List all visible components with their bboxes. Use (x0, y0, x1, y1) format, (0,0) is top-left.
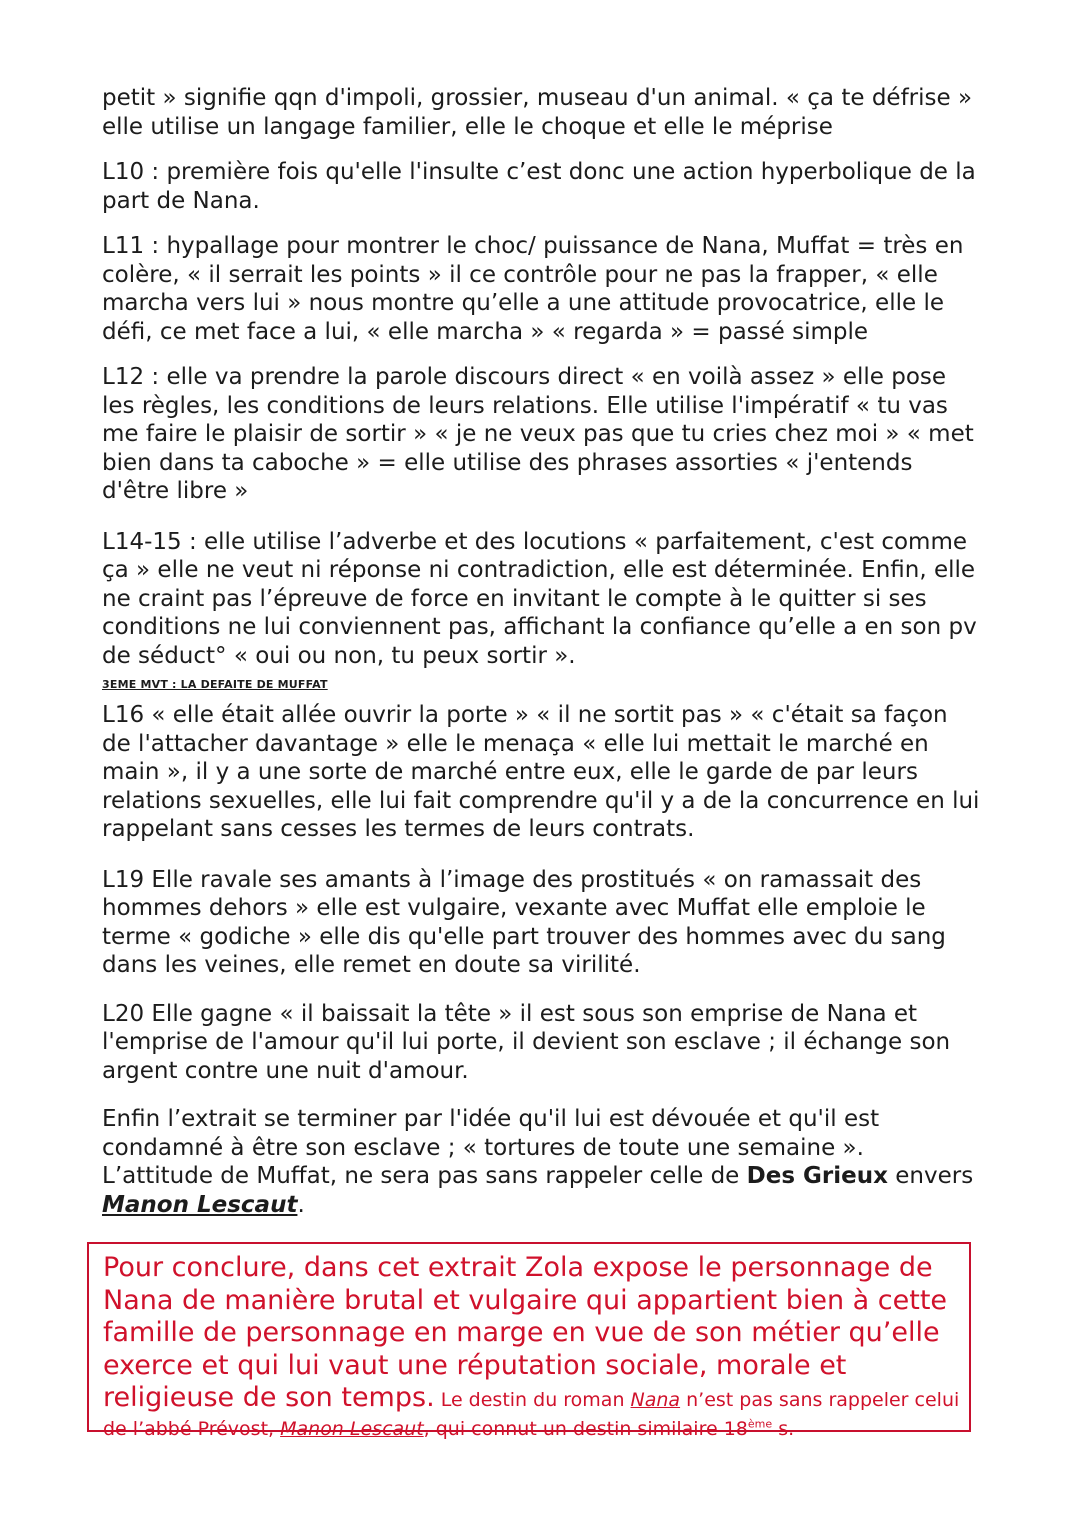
paragraph-l19: L19 Elle ravale ses amants à l’image des prostitués « on ramassait des hommes dehors » elle est vulgaire, vexante avec Muffat elle emploie le terme « godiche » elle dis qu'elle part trouver des hommes avec du sang dans les veines, elle remet en doute sa virilité. (102, 866, 946, 978)
paragraph-l20: L20 Elle gagne « il baissait la tête » il est sous son emprise de Nana et l'emprise de l'amour qu'il lui porte, il devient son esclave ; il échange son argent contre une nuit d'amour. (102, 1000, 951, 1084)
title-nana: Nana (630, 1389, 681, 1411)
superscript: ème (747, 1417, 773, 1431)
paragraph-l12: L12 : elle va prendre la parole discours direct « en voilà assez » elle pose les règles, les conditions de leurs relations. Elle utilise l'impératif « tu vas me faire le plaisir de sortir » « je ne veux pas que tu cries chez moi » « met bien dans ta caboche » = elle utilise des phrases assorties « j'entends d'être libre » (102, 364, 974, 504)
paragraph-l14-15: L14-15 : elle utilise l’adverbe et des locutions « parfaitement, c'est comme ça » elle ne veut ni réponse ni contradiction, elle est déterminée. Enfin, elle ne craint pas l’épreuve de force en invitant le compte à le quitter si ses conditions ne lui conviennent pas, affichant la confiance qu’elle a en son pv de séduct° « oui ou non, tu peux sortir ». (102, 528, 977, 669)
document-body (102, 84, 982, 1219)
section-heading: 3EME MVT : LA DEFAITE DE MUFFAT (102, 678, 328, 691)
title-manon-lescaut: Manon Lescaut (280, 1417, 424, 1440)
note-d: s. (772, 1417, 795, 1440)
note-c: , qui connut un destin similaire 18 (423, 1417, 748, 1440)
paragraph-l9-end: petit » signifie qqn d'impoli, grossier, museau d'un animal. « ça te défrise » elle utilise un langage familier, elle le choque et elle le méprise (102, 85, 973, 140)
note-b: n’est pas sans rappeler celui de l’abbé Prévost, (103, 1389, 960, 1440)
conclusion-box (87, 1242, 971, 1440)
paragraph-closing (102, 1105, 982, 1219)
paragraph-l11: L11 : hypallage pour montrer le choc/ puissance de Nana, Muffat = très en colère, « il serrait les points » il ce contrôle pour ne pas la frapper, « elle marcha vers lui » nous montre qu’elle a une attitude provocatrice, elle le défi, ce met face a lui, « elle marcha » « regarda » = passé simple (102, 233, 964, 345)
note-a: Le destin du roman (434, 1389, 631, 1411)
closing-end: . (297, 1191, 305, 1218)
closing-mid: envers (887, 1163, 974, 1189)
closing-text: Enfin l’extrait se terminer par l'idée qu'il lui est dévouée et qu'il est condamné à être son esclave ; « tortures de toute une semaine ». L’attitude de Muffat, ne sera pas sans rappeler celle de (102, 1106, 880, 1189)
paragraph-l10: L10 : première fois qu'elle l'insulte c’est donc une action hyperbolique de la part de Nana. (102, 159, 976, 214)
character-name: Des Grieux (746, 1163, 888, 1189)
paragraph-l16: L16 « elle était allée ouvrir la porte » « il ne sortit pas » « c'était sa façon de l'attacher davantage » elle le menaça « elle lui mettait le marché en main », il y a une sorte de marché entre eux, elle le garde de par leurs relations sexuelles, elle lui fait comprendre qu'il y a de la concurrence en lui rappelant sans cesses les termes de leurs contrats. (102, 702, 980, 842)
conclusion-main: Pour conclure, dans cet extrait Zola expose le personnage de Nana de manière brutal et vulgaire qui appartient bien à cette famille de personnage en marge en vue de son métier qu’elle exerce et qui lui vaut une réputation sociale, morale et religieuse de son temps. (103, 1252, 948, 1413)
book-title: Manon Lescaut (102, 1191, 298, 1218)
